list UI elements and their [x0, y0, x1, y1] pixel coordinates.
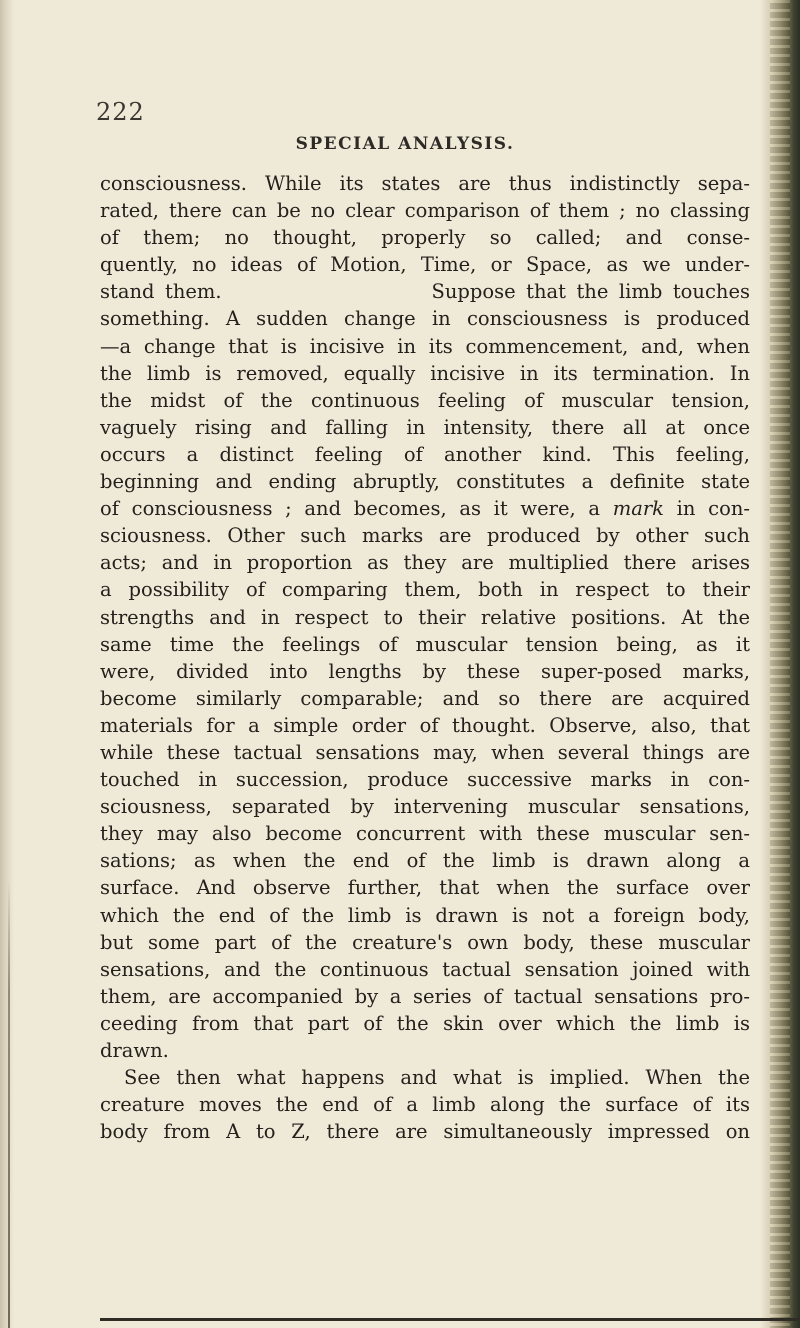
text-line: but some part of the creature's own body, these muscular: [100, 930, 750, 954]
text-line: become similarly comparable; and so there are acquired: [100, 686, 750, 710]
running-head: SPECIAL ANALYSIS.: [295, 134, 515, 154]
text-line: surface. And observe further, that when the surface over: [100, 876, 750, 900]
text-line: something. A sudden change in consciousness is produced: [100, 307, 750, 331]
page-number: 222: [96, 98, 145, 126]
text-line: same time the feelings of muscular tension being, as it: [100, 632, 750, 656]
text-line: quently, no ideas of Motion, Time, or Space, as we under-: [100, 253, 750, 277]
text-line: occurs a distinct feeling of another kind. This feeling,: [100, 442, 750, 466]
text-line: drawn.: [100, 1039, 169, 1062]
text-line: sations; as when the end of the limb is drawn along a: [100, 849, 750, 873]
italic-word: mark: [612, 497, 664, 521]
text-line: consciousness. While its states are thus indistinctly sepa-: [100, 172, 750, 195]
text-line: touched in succession, produce successive marks in con-: [100, 768, 750, 792]
text-line: which the end of the limb is drawn is not a foreign body,: [100, 903, 750, 927]
text-line: acts; and in proportion as they are multiplied there arises: [100, 551, 750, 575]
text-line: the midst of the continuous feeling of muscular tension,: [100, 388, 750, 412]
page-edge-texture: [770, 0, 790, 1328]
text-line: ceeding from that part of the skin over which the limb is: [100, 1011, 750, 1035]
text-line: them, are accompanied by a series of tactual sensations pro-: [100, 984, 750, 1008]
body-text: [100, 170, 750, 1145]
text-line: they may also become concurrent with these muscular sen-: [100, 822, 750, 846]
text-line: materials for a simple order of thought. Observe, also, that: [100, 713, 750, 737]
text-line: were, divided into lengths by these super-posed marks,: [100, 659, 750, 683]
text-line: the limb is removed, equally incisive in its termination. In: [100, 361, 750, 385]
text-line: sensations, and the continuous tactual sensation joined with: [100, 957, 750, 981]
bottom-edge-rule: [100, 1318, 800, 1321]
paragraph-start-line: See then what happens and what is implied. When the: [124, 1066, 750, 1090]
text-line-start: of consciousness ; and becomes, as it were, a: [100, 497, 601, 521]
text-line: strengths and in respect to their relative positions. At the: [100, 605, 750, 629]
text-line: rated, there can be no clear comparison of them ; no classing: [100, 199, 750, 223]
text-line: vaguely rising and falling in intensity, there all at once: [100, 415, 750, 439]
left-page-shadow: [0, 0, 14, 1328]
text-line: creature moves the end of a limb along the surface of its: [100, 1093, 750, 1117]
text-line: stand them. Suppose that the limb touches: [100, 280, 750, 304]
text-line: sciousness. Other such marks are produced by other such: [100, 524, 750, 548]
text-line: while these tactual sensations may, when several things are: [100, 740, 750, 764]
text-line: a possibility of comparing them, both in respect to their: [100, 578, 750, 602]
text-line: body from A to Z, there are simultaneously impressed on: [100, 1120, 750, 1144]
left-margin-rule: [8, 880, 10, 1328]
text-line: sciousness, separated by intervening muscular sensations,: [100, 795, 750, 819]
text-line: of them; no thought, properly so called; and conse-: [100, 226, 750, 250]
text-line: —a change that is incisive in its commencement, and, when: [100, 334, 750, 358]
text-line-end: in con-: [664, 497, 750, 521]
text-line: beginning and ending abruptly, constitutes a definite state: [100, 470, 750, 494]
text-line-with-italic: [100, 495, 750, 522]
